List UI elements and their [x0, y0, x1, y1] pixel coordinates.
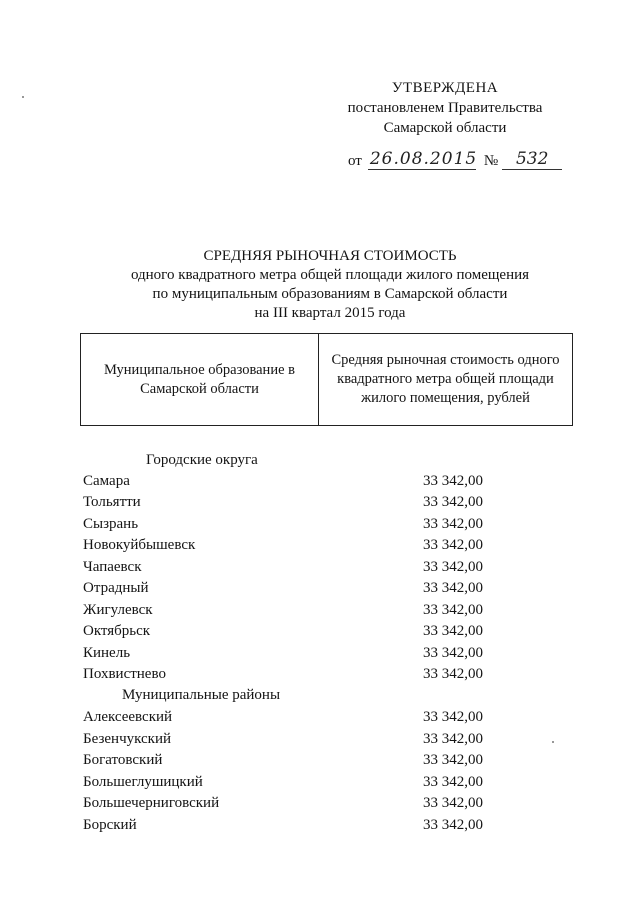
row-value: 33 342,00 [423, 580, 483, 596]
table-row [83, 731, 483, 752]
section-title-municipal-districts: Муниципальные районы [122, 687, 281, 703]
section-title-city-districts: Городские округа [146, 452, 258, 468]
heading-line-2: одного квадратного метра общей площади жилого помещения [130, 267, 530, 283]
row-value: 33 342,00 [423, 752, 483, 768]
row-name: Сызрань [83, 516, 139, 532]
table-row [83, 473, 483, 494]
row-value: 33 342,00 [423, 516, 483, 532]
scan-speck [552, 741, 554, 743]
row-value: 33 342,00 [423, 494, 483, 510]
table-row [83, 559, 483, 580]
column-header-price: Средняя рыночная стоимость одного квадратного метра общей площади жилого помещения, рублей [331, 352, 560, 406]
row-name: Кинель [83, 645, 131, 661]
table-row [83, 795, 483, 816]
document-heading [80, 247, 580, 323]
row-value: 33 342,00 [423, 473, 483, 489]
approval-block [300, 78, 590, 138]
row-name: Новокуйбышевск [83, 537, 196, 553]
row-value: 33 342,00 [423, 602, 483, 618]
row-value: 33 342,00 [423, 645, 483, 661]
heading-line-3: по муниципальным образованиям в Самарской области [152, 286, 508, 302]
approval-line-2: Самарской области [383, 120, 507, 136]
row-name: Октябрьск [83, 623, 151, 639]
row-name: Чапаевск [83, 559, 142, 575]
order-from-label: от [348, 153, 362, 169]
scan-speck [22, 96, 24, 98]
row-name: Жигулевск [83, 602, 153, 618]
column-header-municipality: Муниципальное образование в Самарской области [81, 334, 319, 425]
row-value: 33 342,00 [423, 559, 483, 575]
order-date: 26.08.2015 [369, 149, 478, 169]
row-value: 33 342,00 [423, 795, 483, 811]
table-row [83, 752, 483, 773]
table-row [83, 516, 483, 537]
row-name: Борский [83, 817, 137, 833]
table-row [83, 602, 483, 623]
table-row [83, 709, 483, 730]
row-name: Отрадный [83, 580, 149, 596]
table-row [83, 580, 483, 601]
row-value: 33 342,00 [423, 774, 483, 790]
row-value: 33 342,00 [423, 817, 483, 833]
row-name: Тольятти [83, 494, 141, 510]
row-value: 33 342,00 [423, 709, 483, 725]
table-row [83, 774, 483, 795]
table-row [83, 494, 483, 515]
row-name: Большеглушицкий [83, 774, 203, 790]
table-row [83, 645, 483, 666]
table-header [80, 333, 573, 426]
table-row [83, 537, 483, 558]
table-row [83, 623, 483, 644]
order-number-label: № [483, 153, 499, 169]
approval-title: УТВЕРЖДЕНА [391, 80, 499, 96]
approval-line-1: постановленем Правительства [347, 100, 543, 116]
row-name: Безенчукский [83, 731, 172, 747]
row-value: 33 342,00 [423, 537, 483, 553]
table-row [83, 817, 483, 838]
row-value: 33 342,00 [423, 731, 483, 747]
order-number: 532 [502, 149, 562, 170]
order-line [348, 146, 562, 170]
table-row [83, 666, 483, 687]
row-name: Похвистнево [83, 666, 166, 682]
row-value: 33 342,00 [423, 623, 483, 639]
row-value: 33 342,00 [423, 666, 483, 682]
row-name: Алексеевский [83, 709, 173, 725]
heading-line-4: на III квартал 2015 года [254, 305, 406, 321]
row-name: Самара [83, 473, 130, 489]
row-name: Богатовский [83, 752, 163, 768]
row-name: Большечерниговский [83, 795, 220, 811]
heading-line-1: СРЕДНЯЯ РЫНОЧНАЯ СТОИМОСТЬ [203, 248, 457, 264]
